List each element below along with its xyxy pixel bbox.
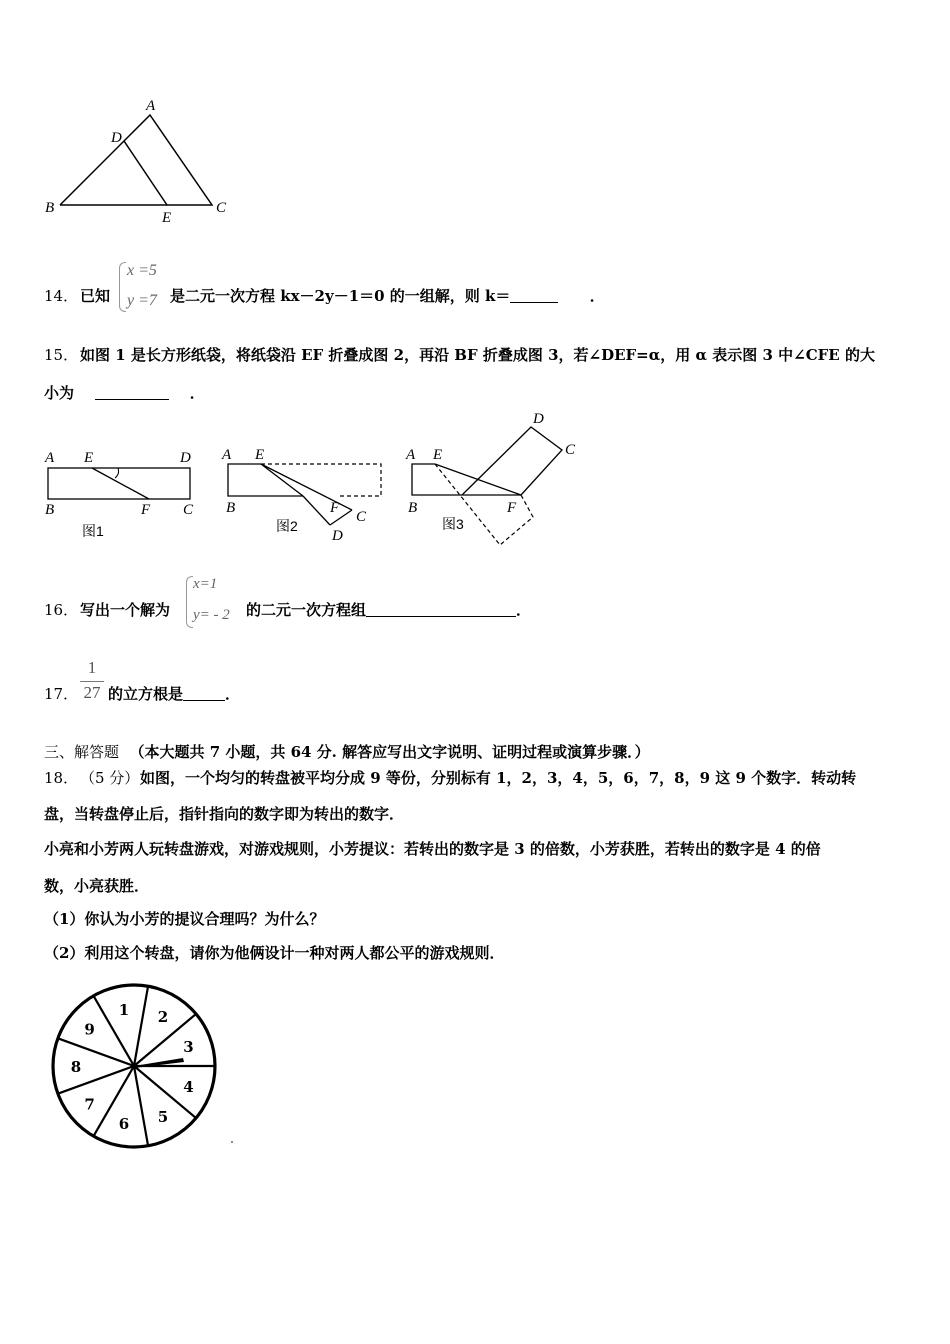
q14-sys-y: y =7	[127, 292, 157, 309]
q16-number: 16．	[44, 601, 79, 619]
label-B: B	[45, 200, 55, 216]
spinner-spoke	[134, 1066, 148, 1146]
fig1-A: A	[45, 450, 55, 466]
spinner-label-2: 2	[157, 1007, 169, 1026]
q14-sys-x: x =5	[127, 262, 157, 279]
q18-line3: 小亮和小芳两人玩转盘游戏，对游戏规则，小芳提议：若转出的数字是 3 的倍数，小芳获胜，若转出的数字是 4 的倍	[44, 840, 821, 858]
q17-frac-bar	[80, 681, 104, 682]
fig3-A: A	[406, 447, 416, 463]
fig3-F: F	[507, 500, 517, 516]
q16-sys-x: x=1	[193, 576, 218, 592]
section3-heading	[44, 742, 650, 762]
q15-line1: 如图 1 是长方形纸袋，将纸袋沿 EF 折叠成图 2，再沿 BF 折叠成图 3，若∠DEF=α，用 α 表示图 3 中∠CFE 的大	[80, 346, 875, 364]
fig2-D: D	[332, 528, 343, 544]
fig1-caption: 图1	[82, 523, 104, 539]
q16-answer-blank[interactable]	[366, 601, 516, 617]
fig1-D: D	[180, 450, 191, 466]
q18-line4: 数，小亮获胜．	[44, 877, 150, 895]
fold-figure-3	[400, 405, 585, 550]
q15-line2	[44, 383, 205, 403]
spinner-spoke	[58, 1038, 134, 1066]
fig1-F: F	[141, 502, 151, 518]
q14-statement: 是二元一次方程 kx－2y－1＝0 的一组解，则 k＝	[170, 287, 511, 305]
spinner-label-7: 7	[84, 1095, 95, 1114]
spinner-label-1: 1	[118, 1000, 130, 1019]
q16-text	[246, 600, 531, 620]
q14-number: 14．	[44, 287, 79, 305]
section3-desc: （本大题共 7 小题，共 64 分. 解答应写出文字说明、证明过程或演算步骤．）	[129, 743, 650, 761]
q18-number: 18．	[44, 769, 79, 787]
fig3-caption: 图3	[442, 516, 464, 532]
spinner-label-4: 4	[183, 1077, 194, 1096]
spinner-label-9: 9	[84, 1020, 95, 1039]
q16-end: ．	[516, 601, 532, 619]
spinner-label-8: 8	[70, 1058, 82, 1076]
q16-sys-y: y= - 2	[193, 607, 230, 623]
fig2-caption: 图2	[276, 518, 298, 534]
spinner-label-6: 6	[118, 1115, 130, 1134]
q15-number: 15．	[44, 346, 79, 364]
spinner-spoke	[134, 986, 148, 1066]
spinner-label-5: 5	[157, 1108, 169, 1127]
q14-text	[170, 286, 605, 306]
label-E: E	[162, 210, 172, 226]
fig1-E: E	[84, 450, 94, 466]
fig1-C: C	[183, 502, 194, 518]
label-A: A	[146, 98, 156, 114]
fig2-B: B	[226, 500, 236, 516]
q17-text	[108, 684, 240, 704]
fig2-F: F	[330, 500, 340, 516]
q16-brace	[186, 576, 193, 628]
fig3-D: D	[533, 411, 544, 427]
spinner-label-3: 3	[183, 1038, 194, 1057]
q17-answer-blank[interactable]	[183, 685, 225, 701]
fig2-C: C	[356, 509, 367, 525]
q14-brace	[119, 262, 126, 312]
q14-prefix: 已知	[80, 287, 111, 305]
triangle-figure	[40, 95, 240, 230]
fig3-B: B	[408, 500, 418, 516]
spinner-spoke	[58, 1066, 134, 1094]
fig1-B: B	[45, 502, 55, 518]
fold-figure-1	[40, 440, 210, 545]
q18-sub1: （1）你认为小芳的提议合理吗？为什么？	[44, 910, 325, 928]
fig2-A: A	[222, 447, 232, 463]
q16-prefix: 写出一个解为	[80, 601, 171, 619]
label-D: D	[111, 130, 122, 146]
q18-score: （5 分）	[80, 769, 140, 787]
section3-title: 三、解答题	[44, 743, 120, 761]
q15-line2-text: 小为	[44, 384, 75, 402]
fold-figure-2	[218, 440, 393, 545]
spinner-figure	[50, 978, 240, 1158]
q18-line1: 如图，一个均匀的转盘被平均分成 9 等份，分别标有 1，2，3，4，5，6，7，8，9 这 9 个数字．转动转	[140, 769, 857, 787]
fig3-C: C	[565, 442, 576, 458]
fig2-E: E	[255, 447, 265, 463]
q14-answer-blank[interactable]	[510, 287, 558, 303]
label-C: C	[216, 200, 227, 216]
q17-statement: 的立方根是	[108, 685, 184, 703]
fig3-E: E	[433, 447, 443, 463]
q14-end: ．	[589, 287, 605, 305]
q17-frac-num: 1	[87, 658, 97, 677]
q17-number: 17．	[44, 685, 79, 703]
q17-frac-den: 27	[83, 683, 101, 702]
q16-statement: 的二元一次方程组	[246, 601, 367, 619]
q15-end: ．	[189, 384, 205, 402]
q18-sub2: （2）利用这个转盘，请你为他俩设计一种对两人都公平的游戏规则．	[44, 944, 505, 962]
q17-end: ．	[225, 685, 241, 703]
q18-line2: 盘，当转盘停止后，指针指向的数字即为转出的数字．	[44, 805, 405, 823]
q15-answer-blank[interactable]	[95, 384, 169, 400]
